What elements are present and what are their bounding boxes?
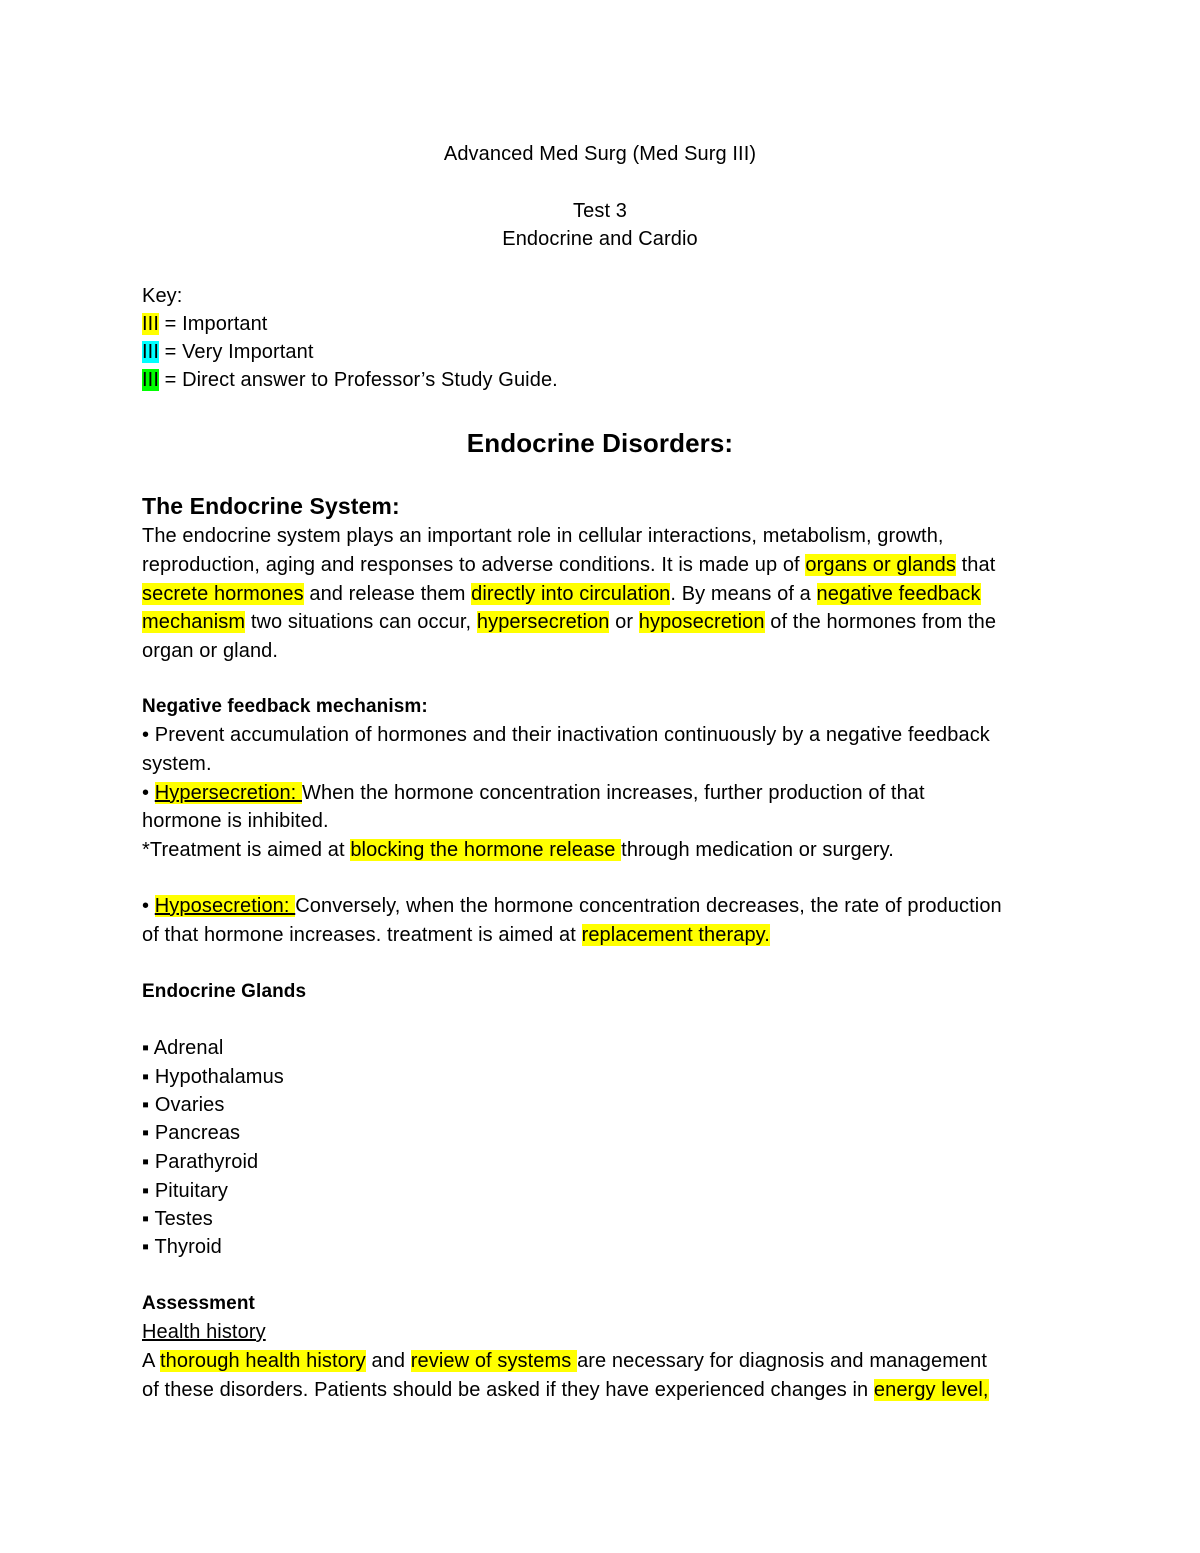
treatment-note: *Treatment is aimed at blocking the hormone release through medication or surgery. (142, 839, 894, 861)
hyposecretion-term: Hyposecretion: (154, 895, 296, 917)
gland-list-item: ▪ Ovaries (142, 1094, 225, 1116)
gland-list-item: ▪ Thyroid (142, 1236, 222, 1258)
health-history-subheading: Health history (142, 1321, 266, 1343)
assessment-line-2: of these disorders. Patients should be asked if they have experienced changes in energy level, (142, 1379, 989, 1401)
negative-feedback-bullet-1b: system. (142, 753, 212, 775)
endocrine-system-line-2: reproduction, aging and responses to adverse conditions. It is made up of organs or glands that (142, 554, 996, 576)
assessment-heading: Assessment (142, 1293, 255, 1314)
hypersecretion-bullet: • Hypersecretion: When the hormone concentration increases, further production of that (142, 782, 925, 804)
endocrine-system-heading: The Endocrine System: (142, 493, 400, 519)
endocrine-system-line-1: The endocrine system plays an important role in cellular interactions, metabolism, growth, (142, 525, 944, 547)
key-item-very-important: III = Very Important (142, 341, 314, 363)
gland-list-item: ▪ Adrenal (142, 1037, 224, 1059)
key-swatch-cyan: III (142, 341, 159, 363)
section-title: Endocrine Disorders: (466, 428, 734, 458)
assessment-line-1: A thorough health history and review of systems are necessary for diagnosis and management (142, 1350, 988, 1372)
hypersecretion-term: Hypersecretion: (154, 782, 302, 804)
course-title: Advanced Med Surg (Med Surg III) (443, 143, 757, 165)
gland-list-item: ▪ Testes (142, 1208, 213, 1230)
test-topics: Endocrine and Cardio (502, 228, 698, 250)
gland-list-item: ▪ Hypothalamus (142, 1066, 284, 1088)
endocrine-system-line-5: organ or gland. (142, 640, 279, 662)
hyposecretion-bullet: • Hyposecretion: Conversely, when the hormone concentration decreases, the rate of production (142, 895, 1002, 917)
hyposecretion-bullet-cont: of that hormone increases. treatment is aimed at replacement therapy. (142, 924, 770, 946)
key-swatch-green: III (142, 369, 159, 391)
endocrine-glands-heading: Endocrine Glands (142, 981, 307, 1002)
key-item-direct-answer: III = Direct answer to Professor’s Study Guide. (142, 369, 558, 391)
gland-list-item: ▪ Parathyroid (142, 1151, 259, 1173)
gland-list-item: ▪ Pancreas (142, 1122, 241, 1144)
gland-list-item: ▪ Pituitary (142, 1180, 228, 1202)
key-item-important: III = Important (142, 313, 268, 335)
key-label: Key: (142, 285, 183, 307)
endocrine-system-line-4: mechanism two situations can occur, hypersecretion or hyposecretion of the hormones from the (142, 611, 997, 633)
key-swatch-yellow: III (142, 313, 159, 335)
negative-feedback-heading: Negative feedback mechanism: (142, 696, 428, 717)
negative-feedback-bullet-1a: • Prevent accumulation of hormones and their inactivation continuously by a negative feedback (142, 724, 990, 746)
hypersecretion-bullet-cont: hormone is inhibited. (142, 810, 329, 832)
endocrine-system-line-3: secrete hormones and release them directly into circulation. By means of a negative feedback (142, 583, 981, 605)
test-number: Test 3 (573, 200, 627, 222)
